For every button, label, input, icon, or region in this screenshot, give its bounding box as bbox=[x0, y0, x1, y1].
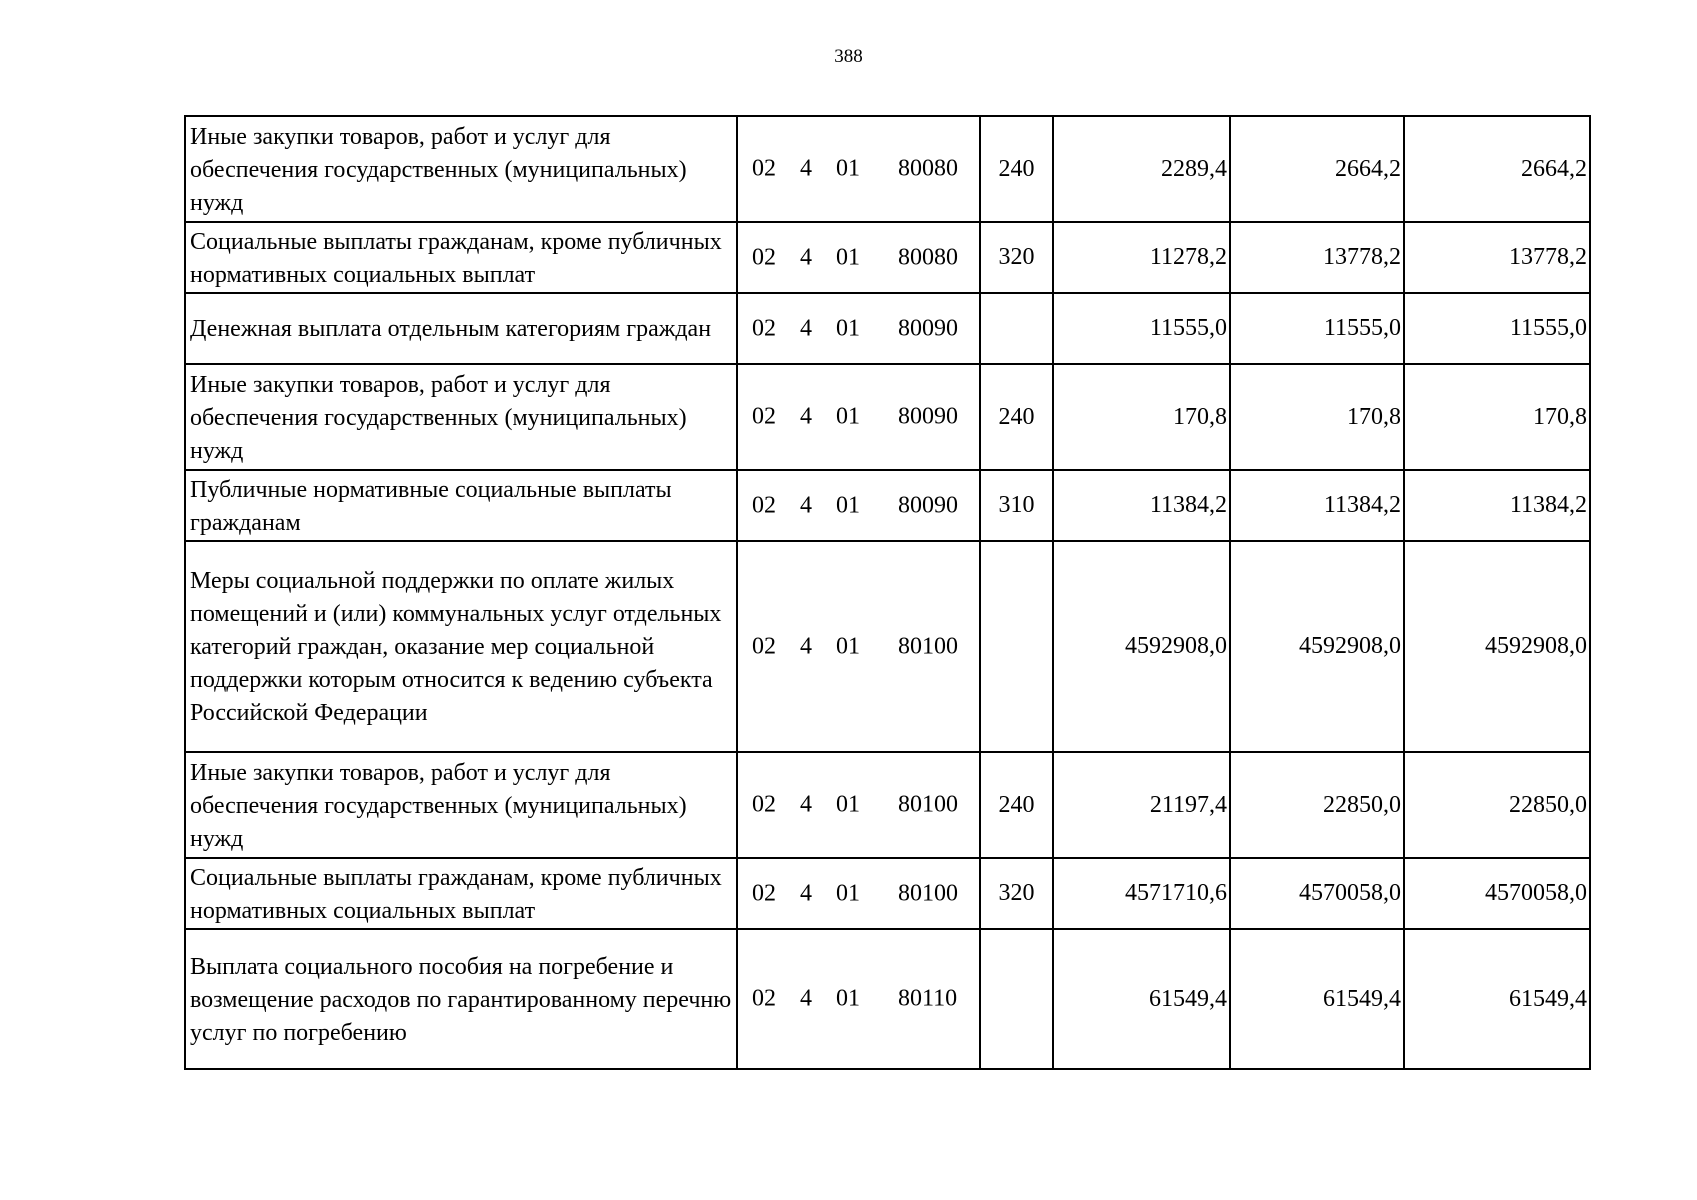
row-expense-type bbox=[980, 293, 1053, 364]
row-value-2: 2664,2 bbox=[1230, 116, 1404, 222]
row-expense-type: 320 bbox=[980, 858, 1053, 929]
row-description: Иные закупки товаров, работ и услуг для обеспечения государственных (муниципальных) нужд bbox=[185, 752, 737, 858]
row-value-2: 11555,0 bbox=[1230, 293, 1404, 364]
code-item: 80110 bbox=[898, 985, 958, 1012]
row-value-3: 11384,2 bbox=[1404, 470, 1590, 541]
table-row bbox=[185, 752, 1590, 858]
row-value-3: 11555,0 bbox=[1404, 293, 1590, 364]
page-number: 388 bbox=[834, 46, 863, 67]
row-description: Выплата социального пособия на погребение и возмещение расходов по гарантированному перечню услуг по погребению bbox=[185, 929, 737, 1069]
row-code bbox=[737, 929, 980, 1069]
row-code bbox=[737, 222, 980, 293]
row-description: Иные закупки товаров, работ и услуг для обеспечения государственных (муниципальных) нужд bbox=[185, 116, 737, 222]
row-description: Денежная выплата отдельным категориям граждан bbox=[185, 293, 737, 364]
code-item: 80080 bbox=[898, 155, 958, 182]
code-item: 80090 bbox=[898, 492, 958, 518]
row-value-1: 61549,4 bbox=[1053, 929, 1230, 1069]
code-subprogram: 01 bbox=[836, 633, 860, 659]
row-description: Меры социальной поддержки по оплате жилых помещений и (или) коммунальных услуг отдельных категорий граждан, оказание мер социальной поддержки которым относится к ведению субъекта Российской Федерации bbox=[185, 541, 737, 752]
row-code bbox=[737, 470, 980, 541]
row-description: Социальные выплаты гражданам, кроме публичных нормативных социальных выплат bbox=[185, 222, 737, 293]
code-subprogram: 01 bbox=[836, 244, 860, 270]
code-section: 02 bbox=[752, 633, 776, 659]
row-value-3: 4592908,0 bbox=[1404, 541, 1590, 752]
row-code bbox=[737, 541, 980, 752]
row-value-2: 13778,2 bbox=[1230, 222, 1404, 293]
row-value-1: 4592908,0 bbox=[1053, 541, 1230, 752]
code-subprogram: 01 bbox=[836, 315, 860, 341]
code-item: 80090 bbox=[898, 315, 958, 341]
row-value-2: 61549,4 bbox=[1230, 929, 1404, 1069]
row-expense-type: 310 bbox=[980, 470, 1053, 541]
row-description: Иные закупки товаров, работ и услуг для обеспечения государственных (муниципальных) нужд bbox=[185, 364, 737, 470]
row-value-1: 2289,4 bbox=[1053, 116, 1230, 222]
code-program: 4 bbox=[800, 791, 812, 818]
row-value-3: 61549,4 bbox=[1404, 929, 1590, 1069]
row-description: Социальные выплаты гражданам, кроме публичных нормативных социальных выплат bbox=[185, 858, 737, 929]
table-row bbox=[185, 541, 1590, 752]
code-subprogram: 01 bbox=[836, 403, 860, 430]
row-value-3: 4570058,0 bbox=[1404, 858, 1590, 929]
code-program: 4 bbox=[800, 315, 812, 341]
row-value-2: 11384,2 bbox=[1230, 470, 1404, 541]
row-value-3: 13778,2 bbox=[1404, 222, 1590, 293]
row-description: Публичные нормативные социальные выплаты гражданам bbox=[185, 470, 737, 541]
code-section: 02 bbox=[752, 985, 776, 1012]
row-value-3: 2664,2 bbox=[1404, 116, 1590, 222]
code-item: 80100 bbox=[898, 791, 958, 818]
row-code bbox=[737, 752, 980, 858]
code-program: 4 bbox=[800, 492, 812, 518]
row-value-3: 22850,0 bbox=[1404, 752, 1590, 858]
row-value-1: 21197,4 bbox=[1053, 752, 1230, 858]
row-value-2: 22850,0 bbox=[1230, 752, 1404, 858]
row-value-2: 170,8 bbox=[1230, 364, 1404, 470]
code-subprogram: 01 bbox=[836, 492, 860, 518]
code-program: 4 bbox=[800, 633, 812, 659]
code-section: 02 bbox=[752, 880, 776, 906]
row-expense-type: 240 bbox=[980, 116, 1053, 222]
row-value-1: 11384,2 bbox=[1053, 470, 1230, 541]
code-item: 80100 bbox=[898, 633, 958, 659]
row-code bbox=[737, 116, 980, 222]
row-value-2: 4592908,0 bbox=[1230, 541, 1404, 752]
budget-table bbox=[184, 115, 1591, 1070]
row-expense-type: 240 bbox=[980, 364, 1053, 470]
row-value-2: 4570058,0 bbox=[1230, 858, 1404, 929]
row-code bbox=[737, 858, 980, 929]
code-program: 4 bbox=[800, 985, 812, 1012]
row-value-1: 4571710,6 bbox=[1053, 858, 1230, 929]
row-value-1: 11278,2 bbox=[1053, 222, 1230, 293]
code-section: 02 bbox=[752, 155, 776, 182]
table-row bbox=[185, 364, 1590, 470]
code-subprogram: 01 bbox=[836, 880, 860, 906]
row-value-1: 170,8 bbox=[1053, 364, 1230, 470]
row-expense-type: 320 bbox=[980, 222, 1053, 293]
code-section: 02 bbox=[752, 403, 776, 430]
code-program: 4 bbox=[800, 880, 812, 906]
table-row bbox=[185, 116, 1590, 222]
table-row bbox=[185, 929, 1590, 1069]
code-program: 4 bbox=[800, 244, 812, 270]
code-section: 02 bbox=[752, 244, 776, 270]
code-subprogram: 01 bbox=[836, 985, 860, 1012]
row-code bbox=[737, 364, 980, 470]
code-section: 02 bbox=[752, 315, 776, 341]
table-row bbox=[185, 222, 1590, 293]
row-value-1: 11555,0 bbox=[1053, 293, 1230, 364]
row-expense-type bbox=[980, 541, 1053, 752]
code-subprogram: 01 bbox=[836, 791, 860, 818]
row-expense-type: 240 bbox=[980, 752, 1053, 858]
code-program: 4 bbox=[800, 155, 812, 182]
code-program: 4 bbox=[800, 403, 812, 430]
row-expense-type bbox=[980, 929, 1053, 1069]
code-item: 80100 bbox=[898, 880, 958, 906]
code-item: 80080 bbox=[898, 244, 958, 270]
table-row bbox=[185, 858, 1590, 929]
code-section: 02 bbox=[752, 791, 776, 818]
table-row bbox=[185, 293, 1590, 364]
row-code bbox=[737, 293, 980, 364]
table-row bbox=[185, 470, 1590, 541]
code-subprogram: 01 bbox=[836, 155, 860, 182]
row-value-3: 170,8 bbox=[1404, 364, 1590, 470]
code-section: 02 bbox=[752, 492, 776, 518]
code-item: 80090 bbox=[898, 403, 958, 430]
